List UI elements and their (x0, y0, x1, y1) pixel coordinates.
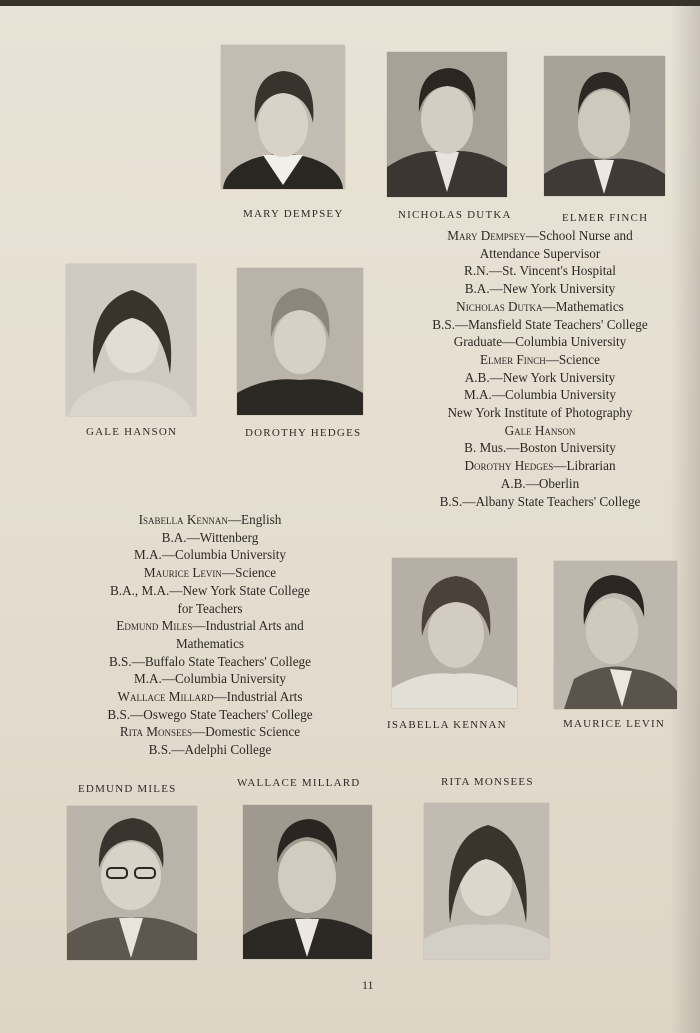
bio-line: Rita Monsees—Domestic Science (119, 724, 301, 740)
caption-gale-hanson: GALE HANSON (86, 426, 178, 438)
caption-wallace-millard: WALLACE MILLARD (237, 777, 361, 789)
bio-line: Isabella Kennan—English (138, 512, 282, 527)
bio-column-lower (70, 511, 350, 759)
bio-line: Nicholas Dutka—Mathematics (456, 298, 624, 314)
portrait-rita-monsees (424, 803, 549, 959)
bio-line: M.A.—Columbia University (133, 671, 287, 687)
bio-line: for Teachers (177, 600, 243, 616)
caption-mary-dempsey: MARY DEMPSEY (243, 208, 344, 220)
bio-line: Attendance Supervisor (479, 245, 601, 261)
bio-line: A.B.—New York University (464, 369, 616, 385)
caption-dorothy-hedges: DOROTHY HEDGES (245, 427, 362, 439)
caption-elmer-finch: ELMER FINCH (562, 212, 649, 224)
bio-line: Mathematics (175, 635, 245, 651)
bio-line: M.A.—Columbia University (463, 387, 617, 403)
portrait-wallace-millard (243, 805, 372, 959)
portrait-elmer-finch (544, 56, 665, 196)
bio-line: B.S.—Mansfield State Teachers' College (432, 316, 648, 332)
bio-line: Dorothy Hedges—Librarian (464, 458, 616, 474)
bio-line: B.S.—Oswego State Teachers' College (107, 706, 313, 722)
caption-isabella-kennan: ISABELLA KENNAN (387, 719, 507, 731)
bio-line: B.A.—Wittenberg (161, 529, 259, 545)
bio-line: Gale Hanson (504, 422, 576, 438)
bio-line: R.N.—St. Vincent's Hospital (464, 263, 616, 279)
bio-line: A.B.—Oberlin (500, 475, 580, 491)
bio-line: New York Institute of Photography (447, 405, 633, 421)
bio-line: B.S.—Adelphi College (148, 742, 272, 758)
bio-line: B. Mus.—Boston University (464, 440, 616, 456)
portrait-dorothy-hedges (237, 268, 363, 415)
portrait-nicholas-dutka (387, 52, 507, 197)
bio-line: Edmund Miles—Industrial Arts and (116, 618, 304, 634)
bio-line: Mary Dempsey—School Nurse and (447, 228, 633, 243)
bio-line: B.A.—New York University (464, 281, 616, 297)
portrait-edmund-miles (67, 806, 197, 960)
portrait-gale-hanson (66, 264, 196, 416)
caption-edmund-miles: EDMUND MILES (78, 783, 177, 795)
bio-column-upper (405, 227, 675, 510)
bio-line: B.S.—Buffalo State Teachers' College (108, 653, 312, 669)
bio-line: Elmer Finch—Science (480, 351, 600, 367)
page-number: 11 (362, 978, 374, 992)
bio-line: Graduate—Columbia University (453, 334, 627, 350)
caption-nicholas-dutka: NICHOLAS DUTKA (398, 209, 512, 221)
bio-line: Maurice Levin—Science (143, 565, 277, 581)
caption-maurice-levin: MAURICE LEVIN (563, 718, 666, 730)
caption-rita-monsees: RITA MONSEES (441, 776, 534, 788)
bio-line: B.S.—Albany State Teachers' College (439, 493, 641, 509)
portrait-isabella-kennan (392, 558, 517, 708)
bio-line: Wallace Millard—Industrial Arts (117, 689, 303, 705)
portrait-maurice-levin (554, 561, 677, 709)
portrait-mary-dempsey (221, 45, 345, 189)
page-top-edge (0, 0, 700, 6)
bio-line: M.A.—Columbia University (133, 547, 287, 563)
bio-line: B.A., M.A.—New York State College (109, 582, 310, 598)
